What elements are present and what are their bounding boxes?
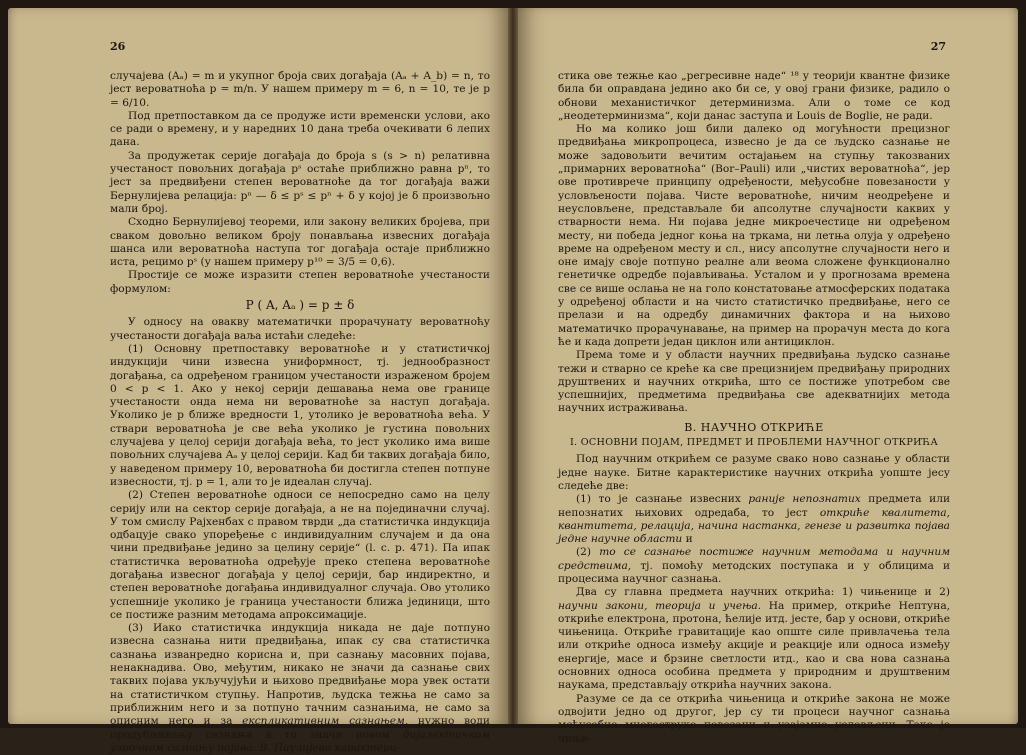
italic-phrase: дијалектичком узрочном сазнању појава. В. Паулијева карактери- xyxy=(110,728,490,754)
paragraph: Према томе и у области научних предвиђања људско сазнање тежи и стварно се креће ка све прецизнијем предвиђању природних друштвених и научних открића, што се постиже употребом све успешнијих, предметима предвиђања све адекватнијих метода научних истраживања. xyxy=(558,349,950,415)
italic-phrase: научни закони, теорија и учења. xyxy=(558,599,762,612)
paragraph: У односу на овакву математички прорачунату вероватноћу учестаности догађаја ваља истаћи следеће: xyxy=(110,316,490,342)
page-number-left: 26 xyxy=(110,40,126,53)
right-page-text xyxy=(558,70,950,746)
paragraph xyxy=(558,586,950,692)
paragraph: (2) Степен вероватноће односи се непосредно само на целу серију или на сектор серије догађаја, а не на појединачни случај. У том смислу Рајхенбах с правом тврди „да статистичка индукција одбацује свако упоређење с индивидуалним случајем и да она чини предвиђање једино за целину серије“ (l. c. p. 471). Па ипак статистичка вероватноћа одређује преко степена вероватноће догађања извесног догађаја у целој серији, бар индиректно, и степен вероватноће догађања индивидуалног случаја. Ово утолико успешније уколико је граница учестаности ближа јединици, што се постиже разним методама апроксимације. xyxy=(110,489,490,621)
paragraph-text: На пример, откриће Нептуна, откриће електрона, протона, ћелије итд. јесте, бар у основи, откриће чињеница. Откриће гравитације као опште силе привлачења тела или откриће односа између акције и реакције или односа између енергије, масе и брзине светлости итд., као и сва нова сазнања основних односа особина предмета у природним и друштвеним наукама, представљају открића научних закона. xyxy=(558,599,951,692)
item-text: (1) то је сазнање извесних xyxy=(576,493,741,506)
right-page xyxy=(518,8,1018,745)
paragraph-text: Два су главна предмета научних открића: 1) чињенице и 2) xyxy=(576,586,950,599)
subsection-title: I. ОСНОВНИ ПОЈАМ, ПРЕДМЕТ И ПРОБЛЕМИ НАУЧНОГ ОТКРИЋА xyxy=(569,437,939,449)
paragraph: (1) Основну претпоставку вероватноће и у статистичкој индукцији чини извесна униформност, тј. једнообразност догађања, са одређеном границом учестаности израженом бројем 0 < p < 1. Ако у некој серији дешавања нема ове границе учестаности онда нема ни вероватноће за наступ догађаја. Уколико је p ближе вредности 1, утолико је вероватноћа већа. У ствари вероватноћа је све већа уколико је густина повољних случајева у целој серији догађаја већа, то јест уколико има више повољних случајева Aₐ у целој серији. Кад би таквих догађаја било, у наведеном примеру 10, вероватноћа би достигла степен потпуне извесности, тј. p = 1, али то је идеалан случај. xyxy=(110,342,490,488)
paragraph: Под претпоставком да се продуже исти временски услови, ако се ради о времену, и у наредних 10 дана треба очекивати 6 лепих дана. xyxy=(110,109,490,149)
list-item xyxy=(558,546,950,586)
paragraph: стика ове тежње као „регресивне наде“ ¹⁸ у теорији квантне физике била би оправдана једино ако би се, у овој грани физике, радило о обнови механистичког детерминизма. Али о томе се код „неодетерминизма“, који данас заступа и Louis de Boglie, не ради. xyxy=(558,70,950,122)
italic-phrase: експликативним сазнањем, xyxy=(242,715,409,728)
paragraph: Сходно Бернулијевој теореми, или закону великих бројева, при сваком довољно великом броју понављања извесних догађаја шанса или вероватноћа наступа тог догађаја остаје приближно иста, рецимо pˢ (у нашем примеру p¹⁰ = 3/5 = 0,6). xyxy=(110,216,490,269)
paragraph-text: нужно води продубљивању сазнања а то значи новом xyxy=(110,715,490,741)
left-page-text xyxy=(110,70,490,755)
probability-formula: P ( A, Aₐ ) = p ± δ xyxy=(245,298,355,313)
item-text: тј. помоћу методских поступака и у облицима и процесима научног сазнања. xyxy=(558,559,951,585)
item-text: и xyxy=(685,533,693,546)
paragraph: Под научним открићем се разуме свако ново сазнање у области једне науке. Битне карактеристике научних открића уопште јесу следеће две: xyxy=(558,453,950,492)
paragraph: Простије се може изразити степен вероватноће учестаности формулом: xyxy=(110,269,490,295)
left-page xyxy=(8,8,508,754)
paragraph: Разуме се да се открића чињеница и откриће закона не може одвојити једно од другог, јер су ти процеси научног сазнања међусобно многоструко повезани и узајамно условљени. Тако је чиње- xyxy=(558,692,950,745)
paragraph: случајева (Aₐ) = m и укупног броја свих догађаја (Aₐ + A_b) = n, то јест вероватноћа p = m/n. У нашем примеру m = 6, n = 10, те је p = 6/10. xyxy=(110,70,490,109)
paragraph: Но ма колико још били далеко од могућности прецизног предвиђања микропроцеса, извесно је да се људско сазнање не може задовољити вечитим остајањем на ступњу такозваних „примарних вероватноћа“ (Bor–Pauli) или „чистих вероватноћа“, јер ове противрече принципу одређености, међусобне повезаности у условљености појава. Чисте вероватноће, ничим неодређене и неусловљене, представљале би апсолутне случајности каквих у стварности нема. Ни појава једне микроечестице ни одређеном месту, ни победа једног коња на тркама, ни летња олуја у одређено време на одређеном месту и сл., нису апсолутне случајности него и оне имају своје потпуно реалне али веома сложене функционално генетичке одредбе појављивања. Усталом и у прогнозама времена све се више ослања не на голо констатовање атмосферских података у одређеној области и на чисто статистичко предвиђање, него се прелази и на одредбу динамичних фактора и на њихово математичко прорачунавање, на пример на прорачун места до кога ће и када допрети један циклон или антициклон. xyxy=(558,123,950,348)
item-text: (2) xyxy=(576,546,592,559)
paragraph xyxy=(110,622,490,755)
italic-phrase: то се сазнање постиже научним методама и научним средствима, xyxy=(558,546,950,572)
list-item xyxy=(558,493,950,546)
book-gutter xyxy=(508,8,518,724)
italic-phrase: раније непознатих xyxy=(748,493,861,506)
paragraph: За продужетак серије догађаја до броја s (s > n) релативна учестаност повољних догађаја pˢ остаће приближно равна pⁿ, то јест за предвиђени степен вероватноће да тог догађаја важи Бернулијева релација: pⁿ — δ ≤ pˢ ≤ pⁿ + δ у којој је δ произвољно мали број. xyxy=(110,149,490,215)
section-title: В. НАУЧНО ОТКРИЋЕ xyxy=(684,420,824,434)
paragraph-text: (3) Иако статистичка индукција никада не даје потпуно извесна сазнања нити предвиђања, ипак су сва статистичка сазнања изванредно корисна и, при сазнању масовних појава, ненакнадива. Ово, међутим, никако не значи да сазнање свих таквих појава укључујући и њихово предвиђање мора увек остати на статистичком ступњу. Напротив, људска тежња не само за приближним него и за потпуно тачним сазнањима, не само за описним него и за xyxy=(110,622,490,728)
page-number-right: 27 xyxy=(930,40,946,53)
italic-phrase: откриће квалитета, квантитета, релација, начина настанка, генезе и развитка појава једне научне области xyxy=(558,506,950,546)
item-text: предмета или непознатих њихових одредаба, то јест xyxy=(558,493,951,519)
